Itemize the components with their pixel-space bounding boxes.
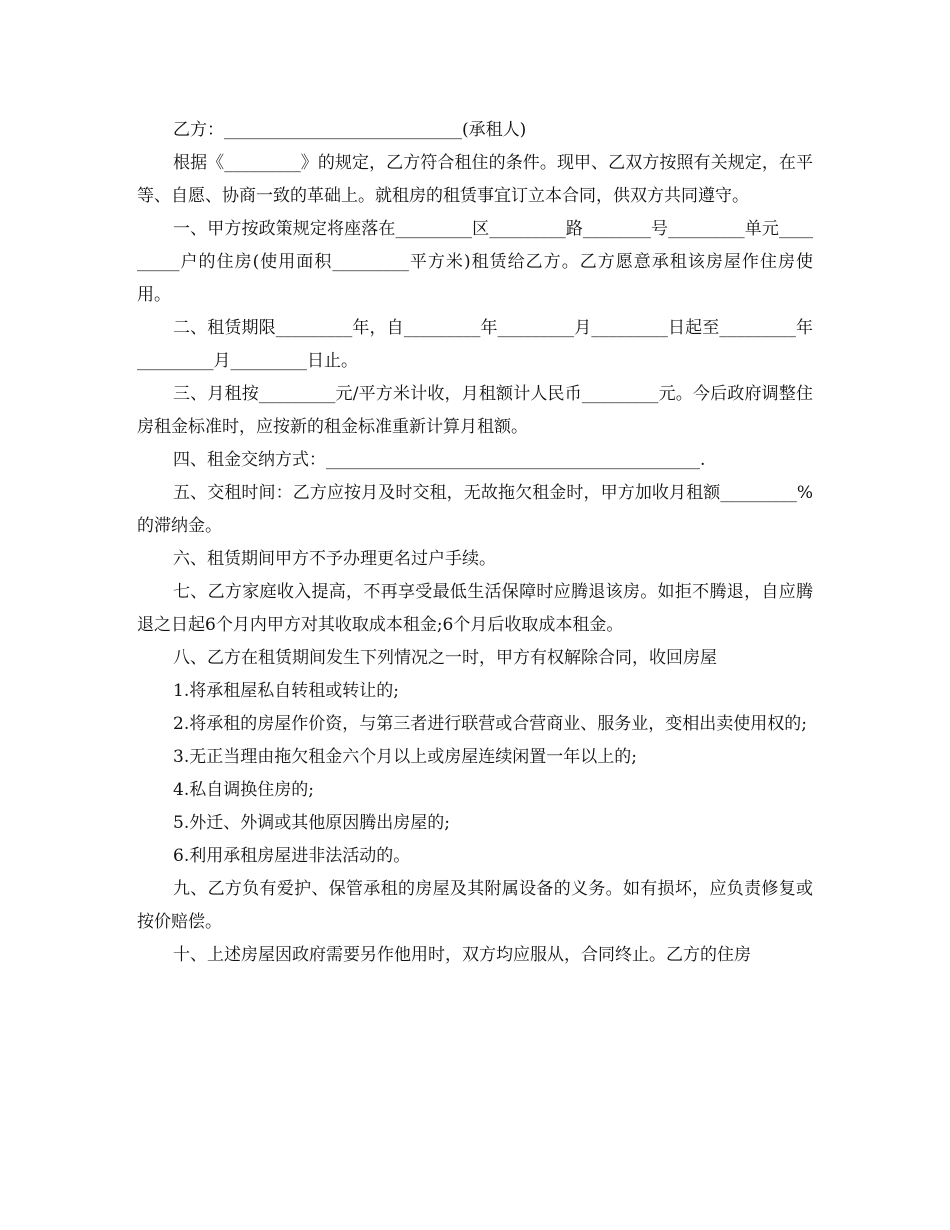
clause-7: 七、乙方家庭收入提高，不再享受最低生活保障时应腾退该房。如拒不腾退，自应腾退之日起6个月内甲方对其收取成本租金;6个月后收取成本租金。 — [137, 582, 813, 635]
clause-3: 三、月租按_________元/平方米计收，月租额计人民币_________元。今后政府调整住房租金标准时，应按新的租金标准重新计算月租额。 — [137, 384, 813, 437]
clause-4: 四、租金交纳方式：____________________________________________. — [173, 450, 706, 470]
clause-8-item-6: 6.利用承租房屋进非法活动的。 — [173, 846, 411, 866]
contract-body — [137, 114, 813, 972]
clause-6: 六、租赁期间甲方不予办理更名过户手续。 — [173, 549, 496, 569]
clause-8: 八、乙方在租赁期间发生下列情况之一时，甲方有权解除合同，收回房屋 — [173, 648, 717, 668]
clause-8-item-1: 1.将承租屋私自转租或转让的; — [173, 681, 399, 701]
preamble-paragraph: 根据《_________》的规定，乙方符合租住的条件。现甲、乙双方按照有关规定，在平等、自愿、协商一致的革础上。就租房的租赁事宜订立本合同，供双方共同遵守。 — [137, 153, 813, 206]
clause-8-item-3: 3.无正当理由拖欠租金六个月以上或房屋连续闲置一年以上的; — [173, 747, 637, 767]
clause-1: 一、甲方按政策规定将座落在_________区_________路________号_________单元_________户的住房(使用面积_________平方米)租赁给乙方。乙方愿意承租该房屋作住房使用。 — [137, 219, 813, 305]
clause-8-item-2: 2.将承租的房屋作价资，与第三者进行联营或合营商业、服务业，变相出卖使用权的; — [173, 714, 807, 734]
clause-9: 九、乙方负有爱护、保管承租的房屋及其附属设备的义务。如有损坏，应负责修复或按价赔偿。 — [137, 879, 813, 932]
clause-5: 五、交租时间：乙方应按月及时交租，无故拖欠租金时，甲方加收月租额_________%的滞纳金。 — [137, 483, 813, 536]
clause-8-item-4: 4.私自调换住房的; — [173, 780, 314, 800]
party-b-line: 乙方：____________________________(承租人) — [173, 120, 527, 140]
clause-8-item-5: 5.外迁、外调或其他原因腾出房屋的; — [173, 813, 450, 833]
clause-10: 十、上述房屋因政府需要另作他用时，双方均应服从，合同终止。乙方的住房 — [173, 945, 751, 965]
clause-2: 二、租赁期限_________年，自_________年_________月_________日起至_________年_________月_________日止。 — [137, 318, 813, 371]
